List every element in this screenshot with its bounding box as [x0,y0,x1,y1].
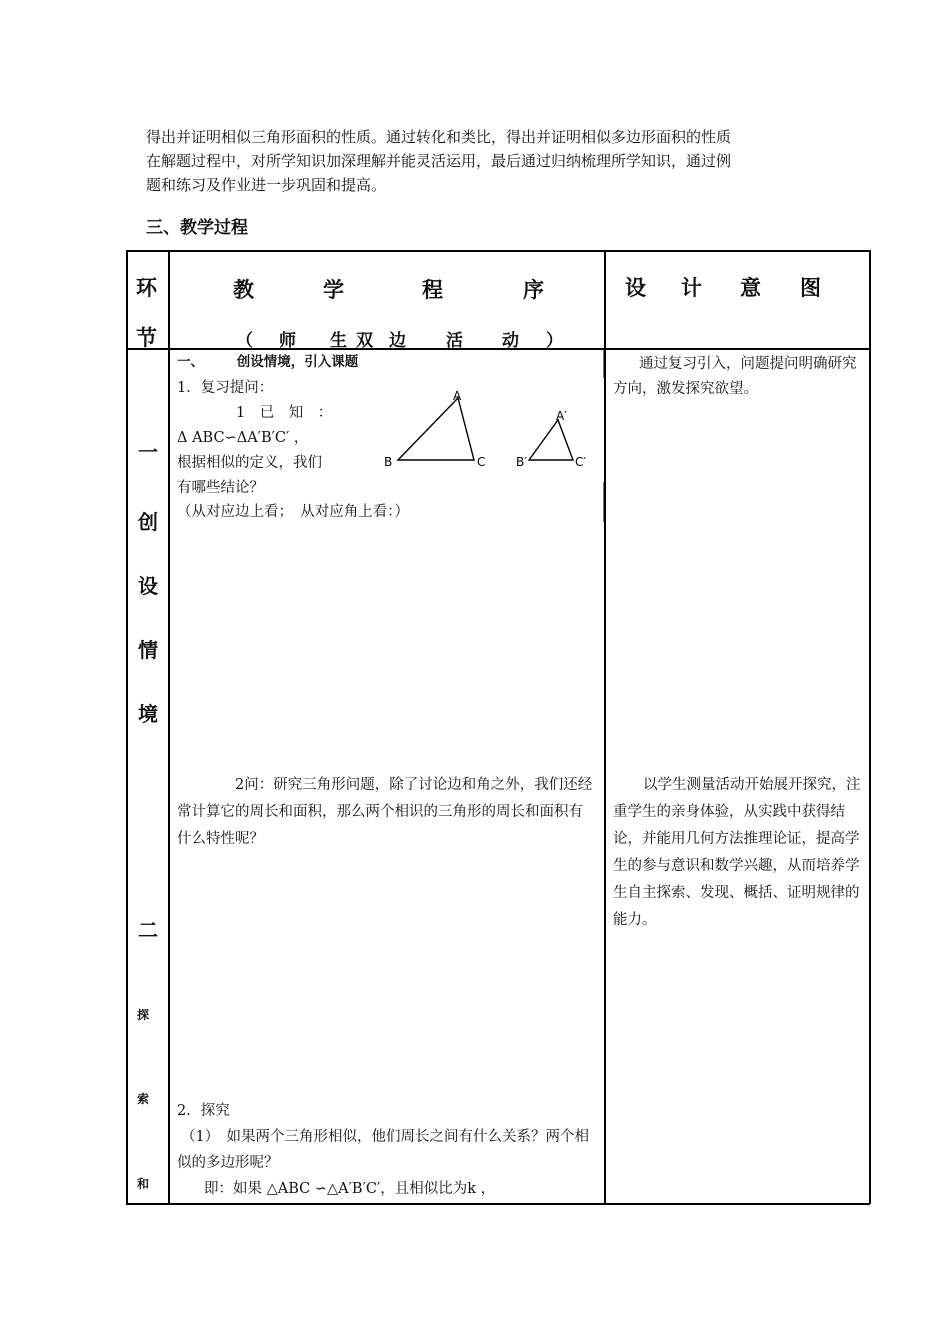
header-sub-5: 边 [389,331,406,351]
header-sub-2: 师 [279,331,296,351]
q1-line4: 有哪些结论？ [177,480,264,496]
content-heading-num: 一、 [177,354,204,370]
explore-title: 2．探究 [177,1103,230,1119]
header-sub-7: 动 [502,331,519,351]
q1-formula: Δ ABC∽ΔA′B′C′ ， [177,430,309,446]
q2-text: 2问：研究三角形问题，除了讨论边和角之外，我们还经常计算它的周长和面积，那么两个相识的三角形的周长和面积有什么特性呢？ [177,777,593,847]
header-sub-6: 活 [446,331,463,351]
header-intent-char-1: 设 [625,276,646,300]
header-sub-8: ） [546,331,563,351]
stage2-small-1: 探 [136,1008,149,1022]
explore-item-1-text: （1） 如果两个三角形相似，他们周长之间有什么关系？两个相似的多边形呢？ [177,1129,589,1171]
explore-item-2: 即：如果 △ABC ∽△A′B′C′，且相似比为k ， [204,1181,496,1197]
header-program-char-4: 序 [523,278,544,302]
stage1-char-4: 情 [138,638,158,662]
inner-divider-b [603,482,604,522]
header-program-char-1: 教 [233,278,254,302]
header-stage-top: 环 [136,276,157,300]
triangle-abc-prime [529,420,573,460]
stage1-char-5: 境 [138,702,158,726]
label-c: C [477,455,486,469]
stage1-char-1: 一 [138,440,158,464]
content-heading [177,352,358,372]
explore-item-1 [177,1124,597,1176]
triangle-abc [398,398,474,460]
label-c-prime: C′ [575,455,587,469]
stage2-small-3: 和 [136,1177,149,1191]
intent-text-2: 以学生测量活动开始展开探究，注重学生的亲身体验，从实践中获得结论，并能用几何方法推理论证，提高学生的参与意识和数学兴趣，从而培养学生自主探索、发现、概括、证明规律的能力。 [613,777,861,928]
q2-paragraph [177,772,597,853]
header-program-char-2: 学 [323,278,344,302]
header-intent-char-3: 意 [740,276,761,300]
intro-line-3: 题和练习及作业进一步巩固和提高。 [146,176,387,194]
header-sub-1: （ [236,331,253,351]
intro-line-2: 在解题过程中，对所学知识加深理解并能灵活运用，最后通过归纳梳理所学知识，通过例 [146,152,732,170]
q1-line5: （从对应边上看； 从对应角上看：） [177,504,409,520]
section-title: 三、教学过程 [146,218,248,238]
q1-title: 1．复习提问： [177,380,274,396]
header-sub-4: 双 [356,331,373,351]
label-a-prime: A′ [556,409,567,423]
similar-triangles-figure [380,386,600,476]
table-bottom-border [126,1203,870,1205]
intro-line-1: 得出并证明相似三角形面积的性质。通过转化和类比，得出并证明相似多边形面积的性质 [146,128,732,146]
intro-paragraph [146,125,846,197]
table-right-border [869,250,871,1204]
table-col1-divider [168,250,170,1204]
label-b-prime: B′ [516,455,527,469]
q1-line3: 根据相似的定义，我们 [177,455,322,471]
label-b: B [384,455,393,469]
header-program-char-3: 程 [422,278,443,302]
label-a: A [453,389,462,403]
content-heading-text: 创设情境，引入课题 [236,354,359,370]
stage1-char-3: 设 [138,574,158,598]
stage2-char-1: 二 [138,918,158,942]
intent-text-1: 通过复习引入，问题提问明确研究方向，激发探究欲望。 [613,356,857,397]
header-stage-bottom: 节 [136,326,157,350]
table-top-border [126,250,870,252]
header-intent-char-2: 计 [681,276,702,300]
q1-known: 1 已 知 ： [236,405,333,421]
header-sub-3: 生 [330,331,347,351]
table-col2-divider [604,250,606,1204]
inner-divider-a [603,350,604,378]
intent-paragraph-1 [613,352,863,402]
intent-paragraph-2 [613,772,863,934]
header-intent-char-4: 图 [800,276,821,300]
table-left-border [126,250,128,1204]
stage1-char-2: 创 [138,510,158,534]
stage2-small-2: 索 [136,1092,149,1106]
